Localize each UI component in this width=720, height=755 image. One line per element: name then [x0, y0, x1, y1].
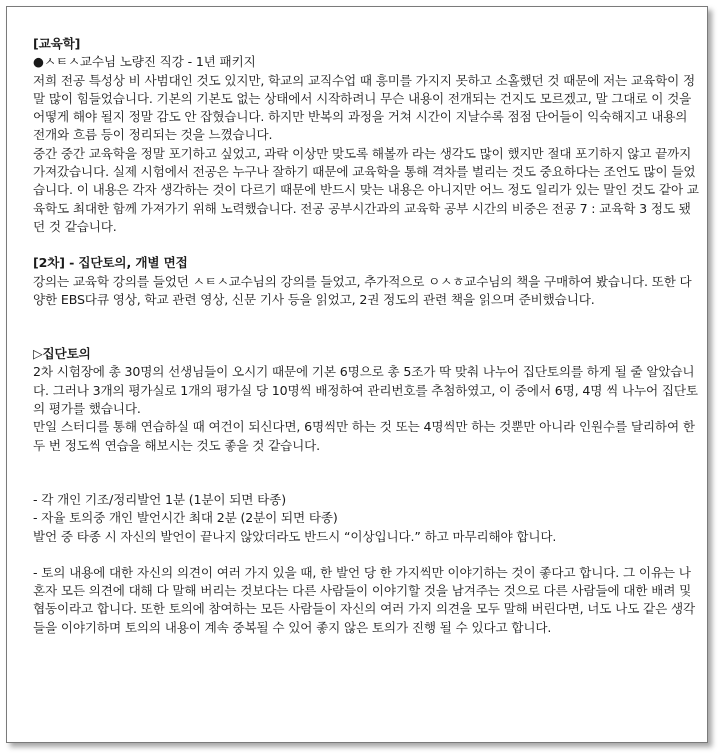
group-discussion-paragraph-2: 만일 스터디를 통해 연습하실 때 여건이 되신다면, 6명씩만 하는 것 또는 4명씩만 하는 것뿐만 아니라 인원수를 달리하여 한두 번 정도씩 연습을 해보시는 것도 좋을 것 같습니다.	[33, 419, 695, 453]
document-body	[33, 35, 701, 637]
discussion-tip: - 토의 내용에 대한 자신의 의견이 여러 가지 있을 때, 한 발언 당 한 가지씩만 이야기하는 것이 좋다고 합니다. 그 이유는 나 혼자 모든 의견에 대해 다 말해 버리는 것보다는 다른 사람들이 이야기할 것을 남겨주는 것으로 다른 사람들에 대한 배려 및 협동이라고 합니다. 또한 토의에 참여하는 모든 사람들이 자신의 여러 가지 의견을 모두 말해 버린다면, 너도 나도 같은 생각들을 이야기하며 토의의 내용이 계속 중복될 수 있어 좋지 않은 토의가 진행 될 수 있다고 합니다.	[33, 564, 695, 635]
spacer	[33, 546, 701, 564]
section-heading-education: [교육학]	[33, 36, 81, 51]
spacer	[33, 455, 701, 491]
section-heading-group-discussion: ▷집단토의	[33, 346, 91, 362]
section-heading-second-round: [2차] - 집단토의, 개별 면접	[33, 255, 188, 271]
education-paragraph-2: 중간 중간 교육학을 정말 포기하고 싶었고, 과락 이상만 맞도록 해볼까 라는 생각도 많이 했지만 절대 포기하지 않고 끝까지 가져갔습니다. 실제 시험에서 전공은 누구나 잘하기 때문에 교육학을 통해 격차를 벌리는 것도 중요하다는 조언도 많이 들었습니다. 이 내용은 각자 생각하는 것이 다르기 때문에 반드시 맞는 내용은 아니지만 어느 정도 일리가 있는 말인 것도 같아 교육학도 최대한 함께 가져가기 위해 노력했습니다. 전공 공부시간과의 교육학 공부 시간의 비중은 전공 7 : 교육학 3 정도 됐던 것 같습니다.	[33, 145, 699, 234]
rule-item-3: 발언 중 타종 시 자신의 발언이 끝나지 않았더라도 반드시 “이상입니다.” 하고 마무리해야 합니다.	[33, 528, 557, 544]
rule-item-1: - 각 개인 기조/정리발언 1분 (1분이 되면 타종)	[33, 491, 286, 507]
second-round-paragraph: 강의는 교육학 강의를 들었던 ㅅㅌㅅ교수님의 강의를 들었고, 추가적으로 ㅇㅅㅎ교수님의 책을 구매하여 봤습니다. 또한 다양한 EBS다큐 영상, 학교 관련 영상, 신문 기사 등을 읽었고, 2권 정도의 관련 책을 읽으며 준비했습니다.	[33, 273, 692, 307]
lecture-subheading: ●ㅅㅌㅅ교수님 노량진 직강 - 1년 패키지	[33, 54, 256, 70]
rule-item-2: - 자율 토의중 개인 발언시간 최대 2분 (2분이 되면 타종)	[33, 510, 338, 526]
education-paragraph-1: 저희 전공 특성상 비 사범대인 것도 있지만, 학교의 교직수업 때 흥미를 가지지 못하고 소홀했던 것 때문에 저는 교육학이 정말 많이 힘들었습니다. 기본의 기본도 없는 상태에서 시작하려니 무슨 내용이 전개되는 건지도 모르겠고, 말 그대로 이 것을 어떻게 해야 될지 정말 감도 안 잡혔습니다. 하지만 반복의 과정을 거쳐 시간이 지날수록 점점 단어들이 익숙해지고 내용의 전개와 흐름 등이 정리되는 것을 느꼈습니다.	[33, 72, 695, 143]
group-discussion-paragraph-1: 2차 시험장에 총 30명의 선생님들이 오시기 때문에 기본 6명으로 총 5조가 딱 맞춰 나누어 집단토의를 하게 될 줄 알았습니다. 그러나 3개의 평가실로 1개의 평가실 당 10명씩 배정하여 관리번호를 추첨하였고, 이 중에서 6명, 4명 씩 나누어 집단토의 평가를 했습니다.	[33, 364, 698, 417]
spacer	[33, 309, 701, 345]
spacer	[33, 236, 701, 254]
document-frame	[6, 6, 708, 743]
